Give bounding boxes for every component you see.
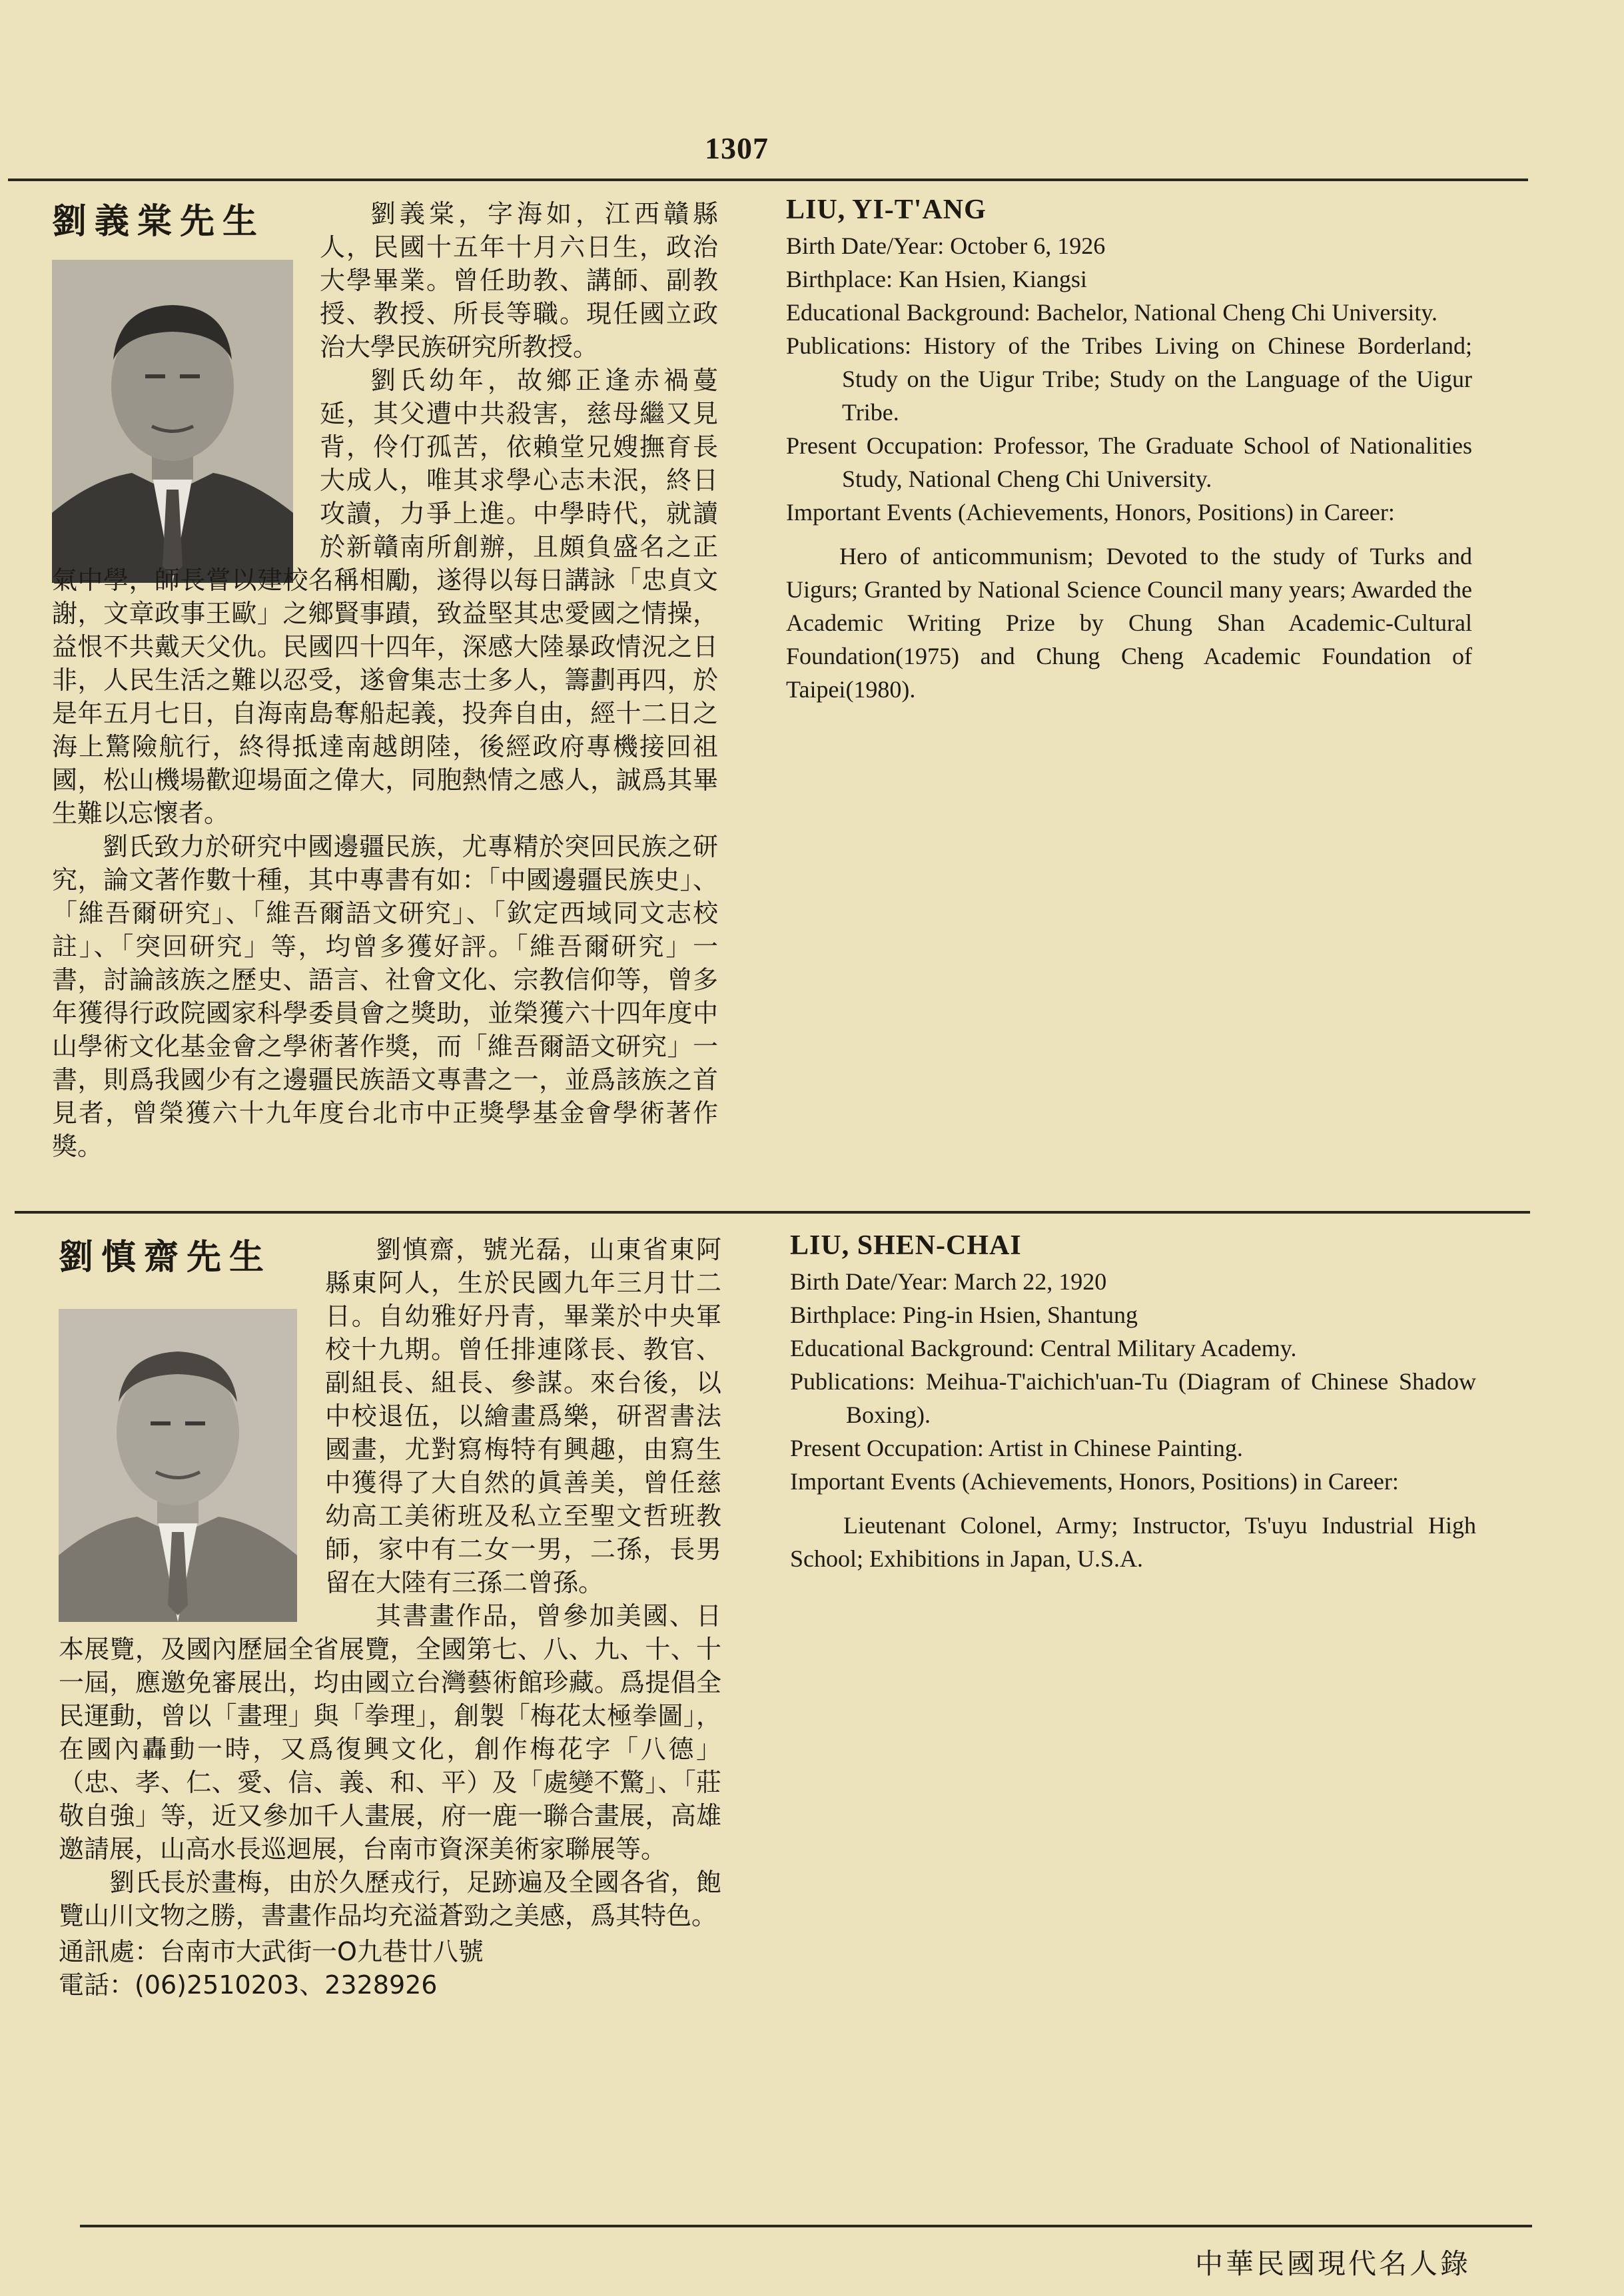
chinese-name: 劉慎齋先生	[59, 1238, 272, 1278]
english-biography	[790, 1229, 1476, 1575]
birthplace: Birthplace: Ping-in Hsien, Shantung	[790, 1302, 1138, 1328]
important-events: Hero of anticommunism; Devoted to the study of Turks and Uigurs; Granted by National Science Council many years; Awarded the Academic Writing Prize by Chung Shan Academic-Cultural Foundation(1975) and Chung Cheng Academic Foundation of Taipei(1980).	[786, 543, 1472, 703]
chinese-paragraph: 劉氏致力於研究中國邊疆民族，尤專精於突回民族之研究，論文著作數十種，其中專書有如：「中國邊疆民族史」、「維吾爾研究」、「維吾爾語文研究」、「欽定西域同文志校註」、「突回研究」等，均曾多獲好評。「維吾爾研究」一書，討論該族之歷史、語言、社會文化、宗教信仰等，曾多年獲得行政院國家科學委員會之獎助，並榮獲六十四年度中山學術文化基金會之學術著作獎，而「維吾爾語文研究」一書，則爲我國少有之邊疆民族語文專書之一，並爲該族之首見者，曾榮獲六十九年度台北市中正獎學基金會學術著作獎。	[52, 832, 718, 1161]
page-number: 1307	[705, 131, 769, 165]
chinese-paragraph: 劉氏幼年，故鄉正逢赤禍蔓延，其父遭中共殺害，慈母繼又見背，伶仃孤苦，依賴堂兄嫂撫育長大成人，唯其求學心志未泯，終日攻讀，力爭上進。中學時代，就讀於新贛南所創辦，且頗負盛名之正氣中學，師長嘗以建校名稱相勵，遂得以每日講詠「忠貞文謝，文章政事王歐」之鄉賢事蹟，致益堅其忠愛國之情操，益恨不共戴天父仇。民國四十四年，深感大陸暴政情況之日非，人民生活之難以忍受，遂會集志士多人，籌劃再四，於是年五月七日，自海南島奪船起義，投奔自由，經十二日之海上驚險航行，終得抵達南越朗陸，後經政府專機接回祖國，松山機場歡迎場面之偉大，同胞熱情之感人，誠爲其畢生難以忘懷者。	[52, 366, 718, 828]
section-divider	[15, 1211, 1530, 1214]
present-occupation: Present Occupation: Professor, The Graduate School of Nationalities Study, National Cheng Chi University.	[786, 432, 1472, 492]
bottom-rule	[80, 2225, 1532, 2227]
chinese-paragraph: 劉氏長於畫梅，由於久歷戎行，足跡遍及全國各省，飽覽山川文物之勝，書畫作品均充溢蒼勁之美感，爲其特色。	[59, 1868, 721, 1930]
chinese-paragraph: 其書畫作品，曾參加美國、日本展覽，及國內歷屆全省展覽，全國第七、八、九、十、十一屆，應邀免審展出，均由國立台灣藝術館珍藏。爲提倡全民運動，曾以「畫理」與「拳理」，創製「梅花太極拳圖」，在國內轟動一時，又爲復興文化，創作梅花字「八德」（忠、孝、仁、愛、信、義、和、平）及「處變不驚」、「莊敬自強」等，近又參加千人畫展，府一鹿一聯合畫展，高雄邀請展，山高水長巡迴展，台南市資深美術家聯展等。	[59, 1601, 721, 1864]
education: Educational Background: Central Military Academy.	[790, 1335, 1297, 1361]
important-events: Lieutenant Colonel, Army; Instructor, Ts'uyu Industrial High School; Exhibitions in Japan, U.S.A.	[790, 1512, 1476, 1572]
publications: Publications: History of the Tribes Living on Chinese Borderland; Study on the Uigur Tribe; Study on the Language of the Uigur Tribe.	[786, 332, 1472, 426]
chinese-biography	[59, 1229, 721, 2002]
english-biography	[786, 193, 1472, 706]
chinese-name: 劉義棠先生	[52, 202, 266, 242]
english-name: LIU, SHEN-CHAI	[790, 1230, 1022, 1261]
important-events-heading: Important Events (Achievements, Honors, Positions) in Career:	[790, 1468, 1399, 1495]
biography-entry	[0, 1229, 1624, 2215]
birth-date: Birth Date/Year: October 6, 1926	[786, 232, 1106, 259]
chinese-biography	[52, 193, 718, 1163]
contact-address: 通訊處：台南市大武街一O九巷廿八號	[59, 1937, 484, 1966]
important-events-heading: Important Events (Achievements, Honors, Positions) in Career:	[786, 499, 1395, 526]
book-title-footer: 中華民國現代名人錄	[1194, 2247, 1471, 2280]
present-occupation: Present Occupation: Artist in Chinese Painting.	[790, 1435, 1243, 1461]
english-name: LIU, YI-T'ANG	[786, 194, 987, 225]
birth-date: Birth Date/Year: March 22, 1920	[790, 1268, 1107, 1295]
education: Educational Background: Bachelor, National Cheng Chi University.	[786, 299, 1437, 326]
chinese-paragraph: 劉義棠，字海如，江西贛縣人，民國十五年十月六日生，政治大學畢業。曾任助教、講師、副教授、教授、所長等職。現任國立政治大學民族研究所教授。	[320, 199, 718, 362]
publications: Publications: Meihua-T'aichich'uan-Tu (Diagram of Chinese Shadow Boxing).	[790, 1368, 1476, 1428]
chinese-paragraph: 劉慎齋，號光磊，山東省東阿縣東阿人，生於民國九年三月廿二日。自幼雅好丹青，畢業於中央軍校十九期。曾任排連隊長、教官、副組長、組長、參謀。來台後，以中校退伍，以繪畫爲樂，研習書法國畫，尤對寫梅特有興趣，由寫生中獲得了大自然的眞善美，曾任慈幼高工美術班及私立至聖文哲班教師，家中有二女一男，二孫，長男留在大陸有三孫二曾孫。	[325, 1235, 721, 1597]
birthplace: Birthplace: Kan Hsien, Kiangsi	[786, 266, 1087, 292]
top-rule	[8, 179, 1528, 181]
biography-entry	[0, 193, 1624, 1206]
contact-phone: 電話：(06)2510203、2328926	[59, 1970, 438, 2000]
